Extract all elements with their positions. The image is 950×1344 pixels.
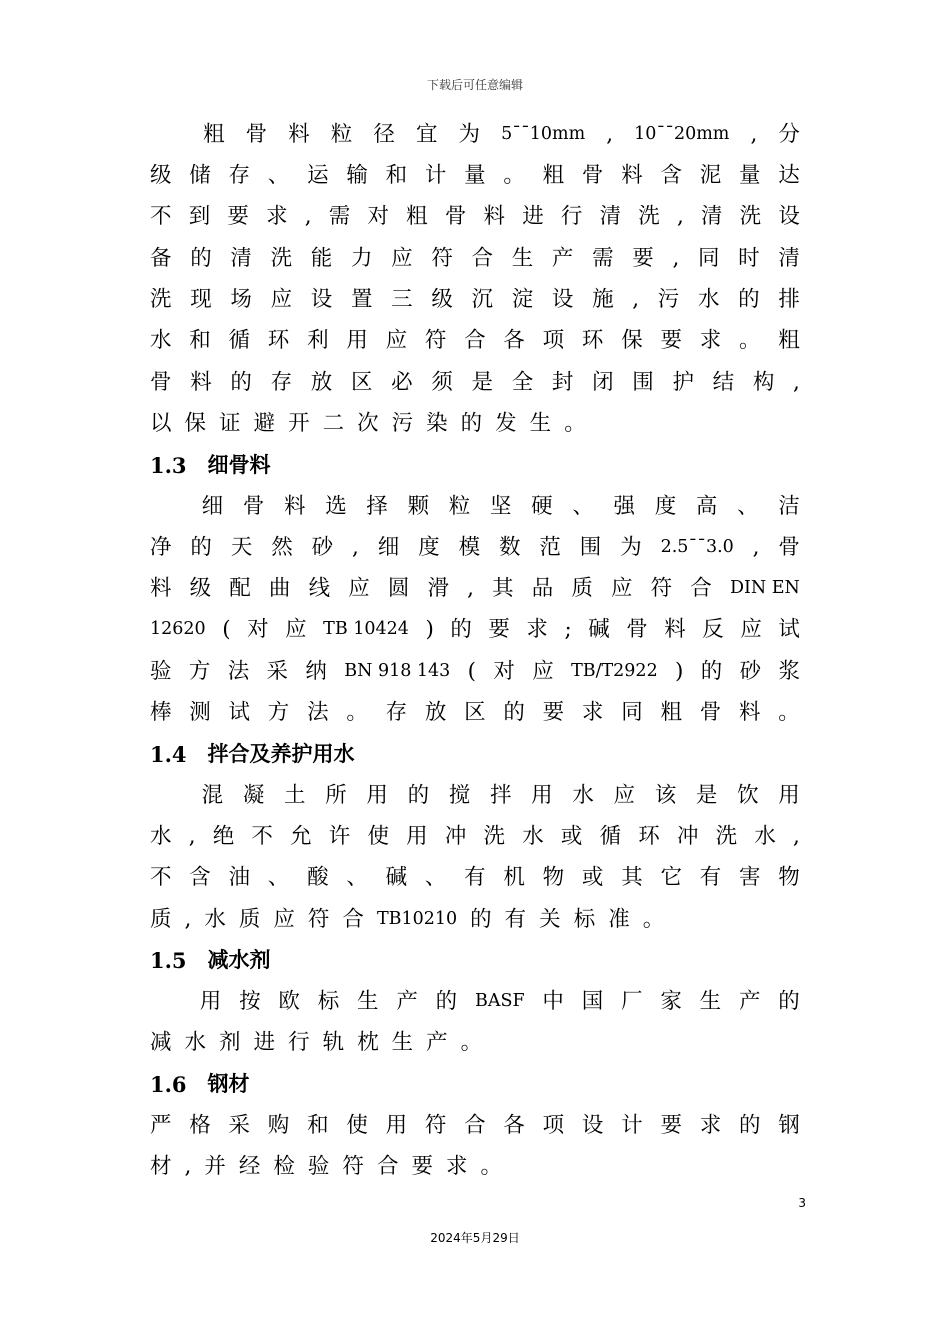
section-heading-fine-aggregate	[150, 444, 800, 485]
section-number: 1.4	[150, 741, 187, 767]
text-line: 备 的 清 洗 能 力 应 符 合 生 产 需 要 , 同 时 清	[150, 245, 800, 271]
text-line: 水 和 循 环 利 用 应 符 合 各 项 环 保 要 求 。 粗	[150, 328, 800, 354]
text-line: 用 按 欧 标 生 产 的 BASF 中 国 厂 家 生 产 的	[199, 989, 800, 1015]
section-heading-mixing-water	[150, 733, 800, 774]
text-line: 水 , 绝 不 允 许 使 用 冲 洗 水 或 循 环 冲 洗 水 ,	[150, 823, 800, 849]
text-line: 以 保 证 避 开 二 次 污 染 的 发 生 。	[150, 410, 586, 436]
text-line: 混 凝 土 所 用 的 搅 拌 用 水 应 该 是 饮 用	[201, 782, 800, 808]
text-line: 级 储 存 、 运 输 和 计 量 。 粗 骨 料 含 泥 量 达	[150, 163, 800, 189]
text-line: 棒 测 试 方 法 。 存 放 区 的 要 求 同 粗 骨 料 。	[150, 700, 800, 726]
text-line: 洗 现 场 应 设 置 三 级 沉 淀 设 施 , 污 水 的 排	[150, 287, 800, 313]
section-number: 1.6	[150, 1071, 187, 1097]
text-line: 不 含 油 、 酸 、 碱 、 有 机 物 或 其 它 有 害 物	[150, 865, 800, 891]
section-number: 1.5	[150, 948, 187, 974]
document-body	[150, 114, 800, 1188]
text-line: 减 水 剂 进 行 轨 枕 生 产 。	[150, 1030, 483, 1056]
section-number: 1.3	[150, 452, 187, 478]
text-line: 料 级 配 曲 线 应 圆 滑 , 其 品 质 应 符 合 DIN EN	[150, 576, 800, 602]
section-title: 拌合及养护用水	[207, 741, 355, 766]
page-number: 3	[798, 1196, 806, 1210]
text-line: 粗 骨 料 粒 径 宜 为 5¯¯10mm , 10¯¯20mm , 分	[203, 121, 800, 147]
section-title: 钢材	[207, 1071, 250, 1096]
section-title: 减水剂	[207, 948, 271, 973]
text-line: 材 , 并 经 检 验 符 合 要 求 。	[150, 1154, 502, 1180]
page-footer-date: 2024年5月29日	[430, 1231, 520, 1245]
section-title: 细骨料	[207, 452, 271, 477]
text-line: 净 的 天 然 砂 , 细 度 模 数 范 围 为 2.5¯¯3.0 , 骨	[150, 534, 800, 560]
text-line: 骨 料 的 存 放 区 必 须 是 全 封 闭 围 护 结 构 ,	[150, 369, 800, 395]
coarse-aggregate-paragraph	[150, 114, 800, 444]
text-line: 细 骨 料 选 择 颗 粒 坚 硬 、 强 度 高 、 洁	[201, 493, 800, 519]
text-line: 质 , 水 质 应 符 合 TB10210 的 有 关 标 准 。	[150, 906, 665, 932]
section-heading-water-reducer	[150, 940, 800, 981]
text-line: 12620 ( 对 应 TB 10424 ) 的 要 求 ; 碱 骨 料 反 应 试	[150, 617, 800, 643]
page-header: 下载后可任意编辑	[426, 78, 523, 92]
text-line: 不 到 要 求 , 需 对 粗 骨 料 进 行 清 洗 , 清 洗 设	[150, 204, 800, 230]
text-line: 验 方 法 采 纳 BN 918 143 ( 对 应 TB/T2922 ) 的 砂 浆	[150, 658, 800, 684]
text-line: 严 格 采 购 和 使 用 符 合 各 项 设 计 要 求 的 钢	[150, 1113, 800, 1139]
section-heading-steel	[150, 1064, 800, 1105]
